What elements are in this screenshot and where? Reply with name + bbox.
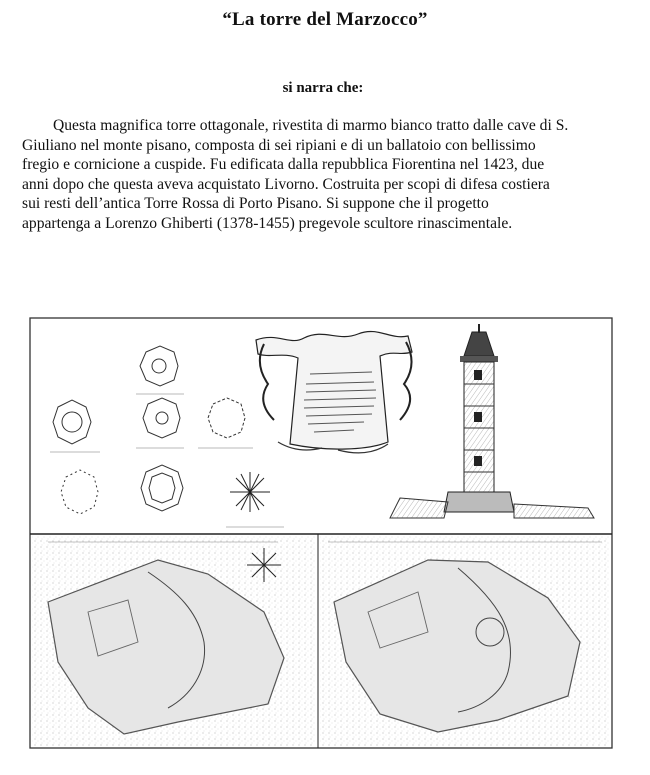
body-paragraph: [22, 116, 618, 234]
tower-plans-group: [53, 346, 270, 514]
tower-elevation-group: [390, 324, 594, 518]
paragraph-line: appartenga a Lorenzo Ghiberti (1378-1455) pregevole scultore rinascimentale.: [22, 214, 513, 232]
harbor-map-left: [32, 536, 316, 746]
harbor-map-right: [320, 536, 610, 746]
page-title: “La torre del Marzocco”: [222, 9, 428, 30]
cartouche-group: [256, 331, 412, 452]
engraving-plate-icon: [28, 312, 618, 752]
paragraph-line: sui resti dell’antica Torre Rossa di Porto Pisano. Si suppone che il progetto: [22, 195, 489, 213]
paragraph-line: anni dopo che questa aveva acquistato Livorno. Costruita per scopi di difesa costiera: [22, 175, 550, 193]
paragraph-line: Questa magnifica torre ottagonale, rivestita di marmo bianco tratto dalle cave di S.: [53, 117, 569, 134]
paragraph-line: fregio e cornicione a cuspide. Fu edificata dalla repubblica Fiorentina nel 1423, due: [22, 156, 545, 174]
paragraph-line: Giuliano nel monte pisano, composta di sei ripiani e di un ballatoio con bellissimo: [22, 136, 536, 154]
page-subtitle: si narra che:: [282, 80, 364, 96]
